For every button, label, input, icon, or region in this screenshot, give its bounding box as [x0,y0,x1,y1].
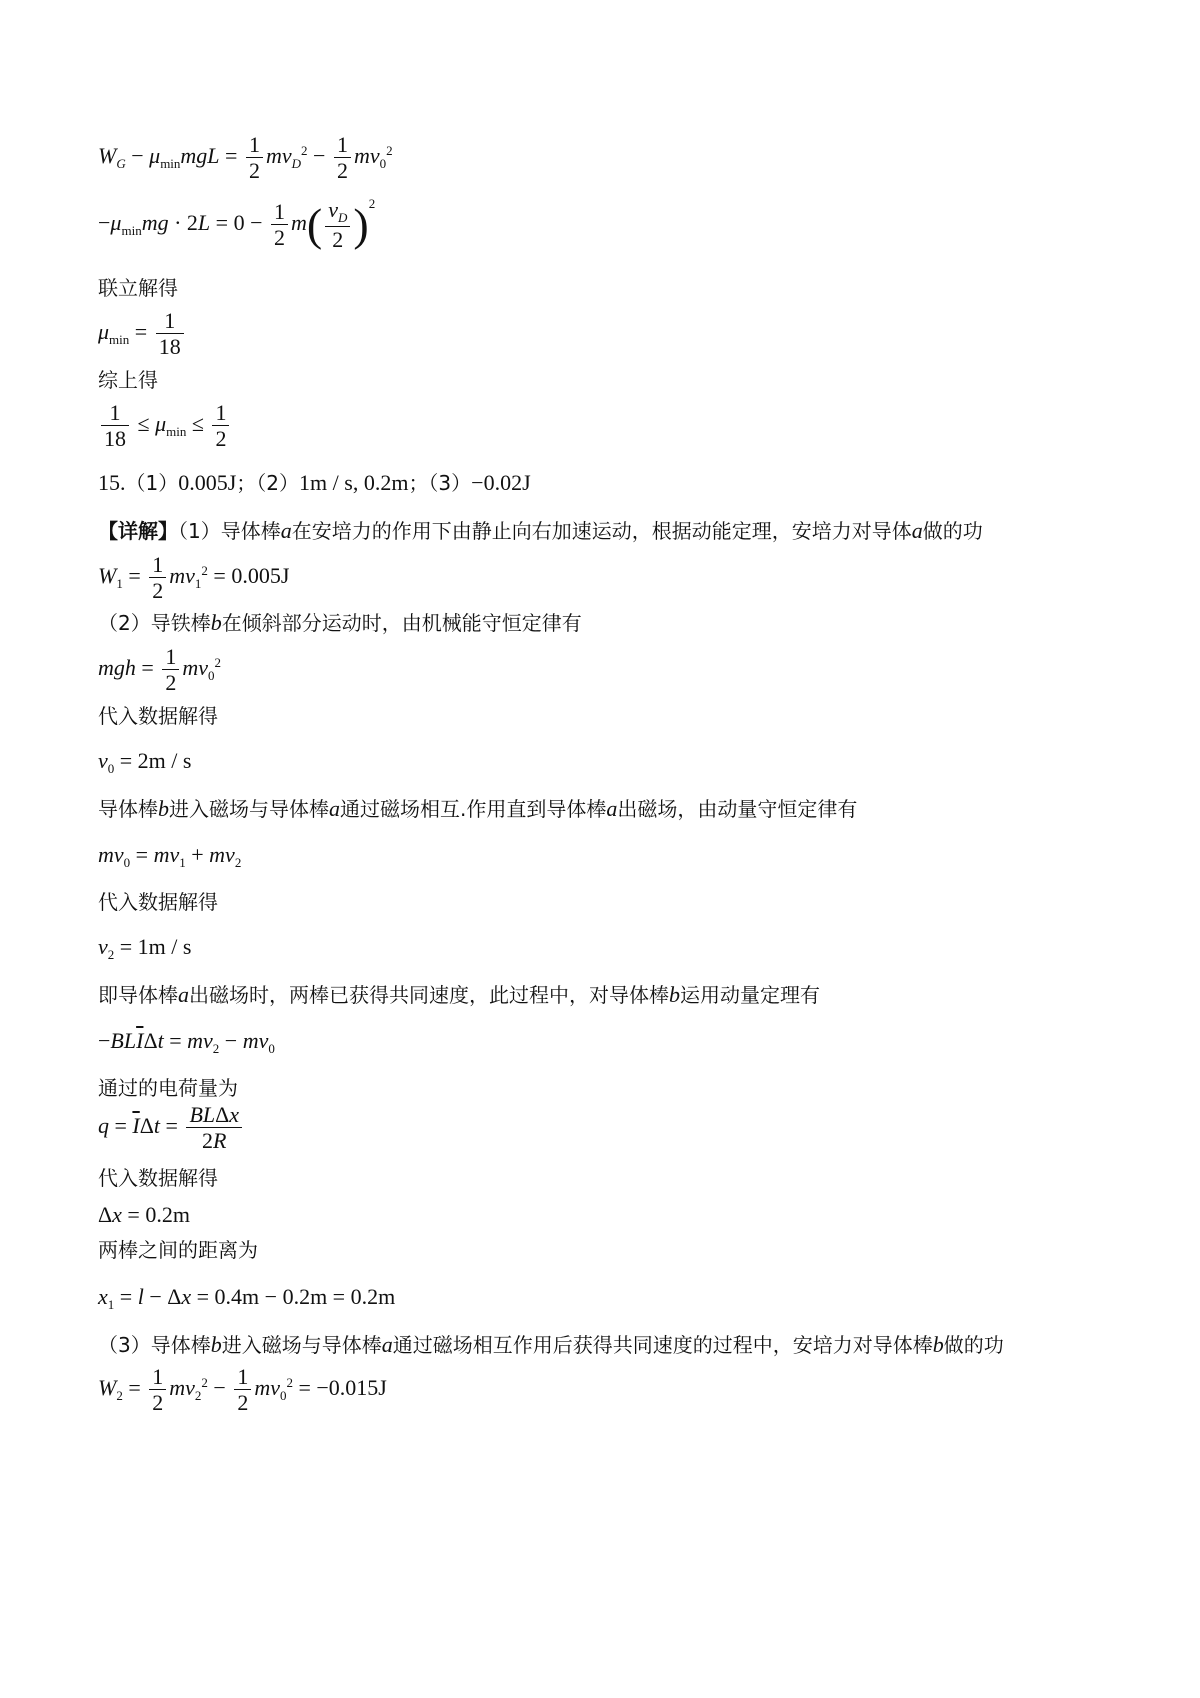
equation-impulse: $-BL\overline{I}\Delta t = mv_2 - mv_0$ [98,1028,275,1056]
equation-charge: $q = \overline{I}\Delta t$ = $\frac{\text{BLΔx}}{2R}$ [98,1102,245,1154]
equation-work-energy-1: $W_G - \mu_{min}mgL$ = $\frac{1}{2}$ $mv_D^2$ − $\frac{1}{2}$ $mv_0^2$ [98,132,393,184]
detail-part-2: （2）导铁棒b在倾斜部分运动时，由机械能守恒定律有 [98,610,582,635]
equation-x1: $x_1 = l - \Delta x = 0.4m - 0.2m = 0.2m$ [98,1284,396,1312]
detail-part-1: 【详解】（1）导体棒a在安培力的作用下由静止向右加速运动，根据动能定理，安培力对导体a做的功 [98,518,983,543]
text-impulse-intro: 即导体棒a出磁场时，两棒已获得共同速度，此过程中，对导体棒b运用动量定理有 [98,982,820,1007]
equation-w1: $W_1$ = $\frac{1}{2}$ $mv_1^2 = 0.005J$ [98,552,290,604]
equation-delta-x: Δx = 0.2m [98,1202,190,1227]
equation-v0: $v_0 = 2m / s$ [98,748,192,776]
equation-work-energy-2: $-\mu_{min}mg \cdot 2L = 0$ − $\frac{1}{2}$ m( $\frac{v_D}{2}$ )$^2$ [98,196,376,253]
text-lianli: 联立解得 [98,276,178,300]
equation-v2: $v_2 = 1m / s$ [98,934,192,962]
text-daishu-1: 代入数据解得 [98,704,218,728]
equation-w2: $W_2$ = $\frac{1}{2}$ $mv_2^2$ − $\frac{1}{2}$ $mv_0^2 = -0.015J$ [98,1364,387,1416]
text-zongshang: 综上得 [98,368,158,392]
text-daishu-2: 代入数据解得 [98,890,218,914]
equation-mu-range: $\frac{1}{18}$ ≤ $\mu_{min}$ ≤ $\frac{1}{2}$ [98,400,232,452]
equation-momentum: $mv_0 = mv_1 + mv_2$ [98,842,242,870]
equation-mu-min: $\mu_{min}$ = $\frac{1}{18}$ [98,308,187,360]
detail-part-3: （3）导体棒b进入磁场与导体棒a通过磁场相互作用后获得共同速度的过程中，安培力对导体棒b做的功 [98,1332,1004,1357]
text-daishu-3: 代入数据解得 [98,1166,218,1190]
answer-15-summary: 15.（1）0.005J；（2）1m / s, 0.2m；（3）−0.02J [98,470,531,495]
text-distance-intro: 两棒之间的距离为 [98,1238,258,1262]
text-momentum-intro: 导体棒b进入磁场与导体棒a通过磁场相互.作用直到导体棒a出磁场，由动量守恒定律有 [98,796,858,821]
text-charge-intro: 通过的电荷量为 [98,1076,238,1100]
equation-mgh: mgh = $\frac{1}{2}$ $mv_0^2$ [98,644,221,696]
